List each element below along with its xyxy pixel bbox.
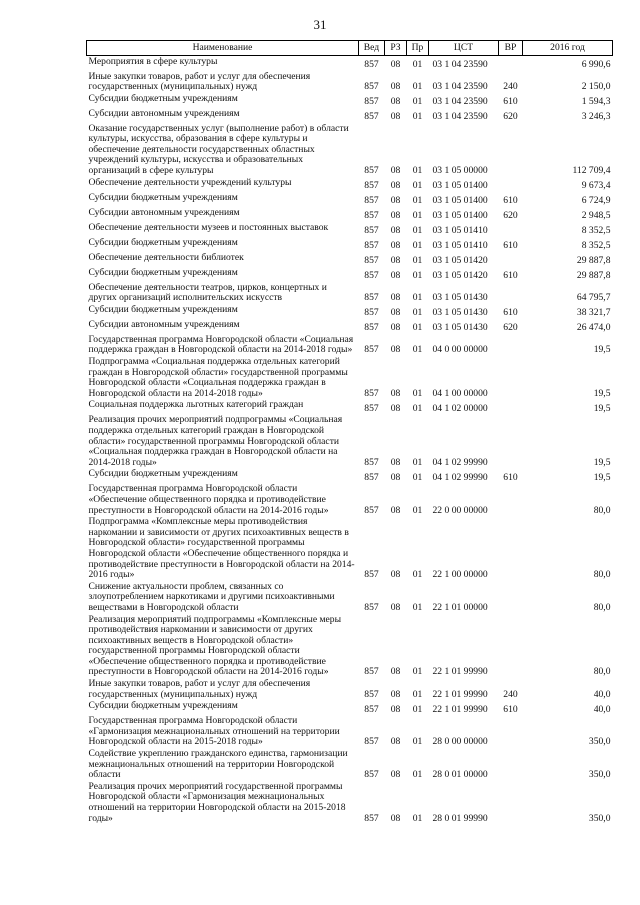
row-pr: 01	[412, 307, 423, 319]
table-row	[87, 700, 613, 715]
row-amount: 8 352,5	[581, 240, 611, 252]
row-name: Государственная программа Новгородской области «Гармонизация межнациональных отношений на территории Новгородской области на 2015-2018 годы»	[88, 715, 340, 748]
table-row	[87, 781, 613, 824]
row-name: Оказание государственных услуг (выполнение работ) в области культуры, искусства, образования в сфере культуры и обеспечение деятельности государственных областных учреждений культуры, искусства и образовательных организаций в сфере культуры	[88, 122, 349, 177]
row-amount: 350,0	[588, 812, 611, 824]
table-row	[87, 715, 613, 748]
row-amount: 38 321,7	[576, 307, 611, 319]
row-ved: 857	[364, 456, 379, 468]
row-cst: 03 1 05 00000	[432, 165, 488, 177]
table-row	[87, 108, 613, 123]
row-pr: 01	[412, 180, 423, 192]
row-cst: 04 1 02 00000	[432, 402, 488, 414]
row-vr: 240	[503, 688, 518, 700]
row-ved: 857	[364, 96, 379, 108]
row-cst: 28 0 00 00000	[432, 736, 488, 748]
row-pr: 01	[412, 387, 423, 399]
row-rz: 08	[390, 240, 401, 252]
row-vr: 610	[503, 195, 518, 207]
row-rz: 08	[390, 666, 401, 678]
row-pr: 01	[412, 225, 423, 237]
row-cst: 03 1 04 23590	[432, 96, 488, 108]
row-ved: 857	[364, 195, 379, 207]
row-cst: 03 1 05 01430	[432, 307, 488, 319]
row-vr: 240	[503, 81, 518, 93]
header-vr: ВР	[499, 41, 523, 56]
row-name: Субсидии бюджетным учреждениям	[88, 191, 238, 203]
row-vr	[499, 715, 523, 748]
row-amount: 26 474,0	[576, 322, 611, 334]
row-cst: 03 1 05 01430	[432, 292, 488, 304]
row-pr: 01	[412, 402, 423, 414]
row-rz: 08	[390, 504, 401, 516]
row-name: Субсидии бюджетным учреждениям	[88, 236, 238, 248]
row-vr: 610	[503, 307, 518, 319]
row-amount: 2 150,0	[581, 81, 611, 93]
row-ved: 857	[364, 736, 379, 748]
row-name: Реализация мероприятий подпрограммы «Комплексные меры противодействия наркомании и зависимости от других психоактивных веществ в Новгородской области» государственной программы Новгородской области «Обеспечение общественного порядка и противодействие преступности в Новгородской области на 2014-2016 годы»	[88, 613, 342, 678]
row-cst: 03 1 04 23590	[432, 111, 488, 123]
row-name: Иные закупки товаров, работ и услуг для обеспечения государственных (муниципальных) нужд	[88, 678, 311, 700]
row-name: Обеспечение деятельности библиотек	[88, 251, 244, 263]
table-row	[87, 581, 613, 614]
row-pr: 01	[412, 111, 423, 123]
row-vr: 610	[503, 471, 518, 483]
row-name: Субсидии бюджетным учреждениям	[88, 266, 238, 278]
row-rz: 08	[390, 180, 401, 192]
row-vr	[499, 356, 523, 399]
row-pr: 01	[412, 688, 423, 700]
row-amount: 64 795,7	[576, 292, 611, 304]
table-row	[87, 356, 613, 399]
row-ved: 857	[364, 292, 379, 304]
table-row	[87, 748, 613, 781]
row-pr: 01	[412, 703, 423, 715]
row-amount: 3 246,3	[581, 111, 611, 123]
row-cst: 22 1 01 99990	[432, 703, 488, 715]
row-vr: 620	[503, 322, 518, 334]
row-vr	[499, 56, 523, 71]
header-ved: Вед	[359, 41, 385, 56]
table-row	[87, 123, 613, 177]
row-pr: 01	[412, 456, 423, 468]
row-ved: 857	[364, 569, 379, 581]
page-number: 31	[313, 17, 327, 32]
table-row	[87, 614, 613, 679]
row-pr: 01	[412, 666, 423, 678]
row-rz: 08	[390, 322, 401, 334]
table-row	[87, 267, 613, 282]
row-amount: 8 352,5	[581, 225, 611, 237]
header-rz: РЗ	[385, 41, 407, 56]
row-pr: 01	[412, 255, 423, 267]
table-row	[87, 468, 613, 483]
table-row	[87, 252, 613, 267]
row-rz: 08	[390, 292, 401, 304]
row-ved: 857	[364, 703, 379, 715]
row-vr	[499, 781, 523, 824]
row-cst: 03 1 04 23590	[432, 81, 488, 93]
table-row	[87, 483, 613, 516]
row-rz: 08	[390, 307, 401, 319]
row-pr: 01	[412, 96, 423, 108]
row-cst: 03 1 04 23590	[432, 58, 488, 70]
row-pr: 01	[412, 270, 423, 282]
row-ved: 857	[364, 471, 379, 483]
row-name: Субсидии бюджетным учреждениям	[88, 468, 238, 480]
header-pr: Пр	[407, 41, 429, 56]
table-row	[87, 516, 613, 581]
row-pr: 01	[412, 322, 423, 334]
row-cst: 03 1 05 01420	[432, 255, 488, 267]
row-pr: 01	[412, 81, 423, 93]
row-cst: 03 1 05 01400	[432, 195, 488, 207]
row-rz: 08	[390, 387, 401, 399]
row-ved: 857	[364, 240, 379, 252]
row-name: Субсидии автономным учреждениям	[88, 107, 240, 119]
row-amount: 9 673,4	[581, 180, 611, 192]
row-cst: 04 1 02 99990	[432, 471, 488, 483]
row-vr	[499, 748, 523, 781]
row-rz: 08	[390, 165, 401, 177]
row-vr	[499, 282, 523, 304]
row-name: Субсидии бюджетным учреждениям	[88, 700, 238, 712]
row-rz: 08	[390, 225, 401, 237]
header-name: Наименование	[87, 41, 359, 56]
row-ved: 857	[364, 180, 379, 192]
row-vr	[499, 123, 523, 177]
budget-table	[86, 40, 613, 824]
row-amount: 1 594,3	[581, 96, 611, 108]
row-amount: 350,0	[588, 736, 611, 748]
row-ved: 857	[364, 81, 379, 93]
row-amount: 19,5	[593, 344, 611, 356]
row-vr	[499, 614, 523, 679]
row-name: Субсидии автономным учреждениям	[88, 206, 240, 218]
row-ved: 857	[364, 387, 379, 399]
table-row	[87, 334, 613, 356]
table-row	[87, 237, 613, 252]
row-vr: 610	[503, 270, 518, 282]
row-rz: 08	[390, 769, 401, 781]
table-row	[87, 399, 613, 414]
row-vr: 610	[503, 96, 518, 108]
row-name: Обеспечение деятельности театров, цирков, концертных и других организаций исполнительских искусств	[88, 281, 327, 304]
row-name: Снижение актуальности проблем, связанных со злоупотреблением наркотиками и другими психоактивными веществами в Новгородской области	[88, 580, 335, 613]
row-cst: 03 1 05 01400	[432, 180, 488, 192]
row-rz: 08	[390, 255, 401, 267]
row-vr: 610	[503, 240, 518, 252]
row-amount: 29 887,8	[576, 255, 611, 267]
row-cst: 03 1 05 01410	[432, 240, 488, 252]
row-pr: 01	[412, 58, 423, 70]
row-amount: 19,5	[593, 456, 611, 468]
row-cst: 28 0 01 99990	[432, 812, 488, 824]
row-vr: 620	[503, 111, 518, 123]
row-ved: 857	[364, 504, 379, 516]
table-body	[87, 56, 613, 825]
row-pr: 01	[412, 210, 423, 222]
row-pr: 01	[412, 165, 423, 177]
row-amount: 6 990,6	[581, 58, 611, 70]
row-ved: 857	[364, 402, 379, 414]
row-rz: 08	[390, 601, 401, 613]
row-pr: 01	[412, 736, 423, 748]
row-pr: 01	[412, 240, 423, 252]
row-name: Обеспечение деятельности учреждений культуры	[88, 176, 292, 188]
row-vr	[499, 399, 523, 414]
row-name: Государственная программа Новгородской области «Обеспечение общественного порядка и противодействие преступности в Новгородской области на 2014-2016 годы»	[88, 483, 329, 516]
table-header	[87, 41, 613, 56]
row-name: Реализация прочих мероприятий подпрограммы «Социальная поддержка отдельных категорий граждан в Новгородской области» государственной программы Новгородской области «Социальная поддержка граждан в Новгородской области на 2014-2018 годы»	[88, 414, 343, 468]
row-name: Субсидии автономным учреждениям	[88, 318, 240, 330]
row-amount: 80,0	[593, 504, 611, 516]
row-cst: 22 0 00 00000	[432, 504, 488, 516]
row-ved: 857	[364, 601, 379, 613]
row-rz: 08	[390, 569, 401, 581]
row-pr: 01	[412, 769, 423, 781]
table-row	[87, 71, 613, 93]
row-rz: 08	[390, 812, 401, 824]
table-row	[87, 282, 613, 304]
row-vr	[499, 252, 523, 267]
row-cst: 03 1 05 01400	[432, 210, 488, 222]
row-amount: 80,0	[593, 666, 611, 678]
row-ved: 857	[364, 666, 379, 678]
row-name: Реализация прочих мероприятий государственной программы Новгородской области «Гармонизация межнациональных отношений на территории Новгородской области на 2015-2018 годы»	[88, 780, 346, 824]
row-ved: 857	[364, 58, 379, 70]
row-rz: 08	[390, 96, 401, 108]
row-amount: 40,0	[593, 688, 611, 700]
row-cst: 28 0 01 00000	[432, 769, 488, 781]
row-ved: 857	[364, 769, 379, 781]
row-ved: 857	[364, 344, 379, 356]
row-cst: 03 1 05 01410	[432, 225, 488, 237]
row-cst: 03 1 05 01430	[432, 322, 488, 334]
row-rz: 08	[390, 471, 401, 483]
row-rz: 08	[390, 195, 401, 207]
row-rz: 08	[390, 111, 401, 123]
table-row	[87, 304, 613, 319]
row-vr	[499, 414, 523, 468]
row-pr: 01	[412, 292, 423, 304]
table-row	[87, 56, 613, 71]
table-row	[87, 678, 613, 700]
row-vr	[499, 581, 523, 614]
row-amount: 6 724,9	[581, 195, 611, 207]
row-name: Субсидии бюджетным учреждениям	[88, 303, 238, 315]
row-rz: 08	[390, 688, 401, 700]
row-ved: 857	[364, 255, 379, 267]
row-pr: 01	[412, 504, 423, 516]
row-vr	[499, 222, 523, 237]
table-row	[87, 93, 613, 108]
row-name: Государственная программа Новгородской области «Социальная поддержка граждан в Новгородской области на 2014-2018 годы»	[88, 333, 354, 356]
row-name: Обеспечение деятельности музеев и постоянных выставок	[88, 221, 329, 233]
row-amount: 19,5	[593, 402, 611, 414]
row-rz: 08	[390, 210, 401, 222]
row-pr: 01	[412, 344, 423, 356]
table-row	[87, 207, 613, 222]
row-name: Социальная поддержка льготных категорий граждан	[88, 399, 304, 411]
row-vr	[499, 334, 523, 356]
row-cst: 22 1 01 99990	[432, 666, 488, 678]
table-row	[87, 222, 613, 237]
row-vr: 610	[503, 703, 518, 715]
row-amount: 80,0	[593, 569, 611, 581]
header-year: 2016 год	[523, 41, 613, 56]
row-pr: 01	[412, 471, 423, 483]
row-rz: 08	[390, 344, 401, 356]
row-name: Содействие укреплению гражданского единства, гармонизации межнациональных отношений на территории Новгородской области	[88, 748, 348, 781]
row-ved: 857	[364, 270, 379, 282]
row-amount: 350,0	[588, 769, 611, 781]
row-name: Подпрограмма «Комплексные меры противодействия наркомании и зависимости от других психоактивных веществ в Новгородской области» государственной программы Новгородской области «Обеспечение общественного порядка и противодействие преступности в Новгородской области на 2014-2016 годы»	[88, 516, 355, 581]
row-cst: 22 1 01 99990	[432, 688, 488, 700]
row-pr: 01	[412, 812, 423, 824]
row-ved: 857	[364, 688, 379, 700]
row-cst: 04 1 02 99990	[432, 456, 488, 468]
row-name: Подпрограмма «Социальная поддержка отдельных категорий граждан в Новгородской области» государственной программы Новгородской области «Социальная поддержка граждан в Новгородской области на 2014-2018 годы»	[88, 356, 348, 399]
row-amount: 80,0	[593, 601, 611, 613]
row-ved: 857	[364, 812, 379, 824]
row-ved: 857	[364, 111, 379, 123]
row-ved: 857	[364, 210, 379, 222]
row-cst: 22 1 00 00000	[432, 569, 488, 581]
row-pr: 01	[412, 569, 423, 581]
table-row	[87, 414, 613, 468]
row-cst: 03 1 05 01420	[432, 270, 488, 282]
row-rz: 08	[390, 703, 401, 715]
row-amount: 29 887,8	[576, 270, 611, 282]
row-vr	[499, 177, 523, 192]
row-ved: 857	[364, 225, 379, 237]
row-amount: 112 709,4	[572, 165, 611, 177]
row-cst: 04 0 00 00000	[432, 344, 488, 356]
row-rz: 08	[390, 270, 401, 282]
row-rz: 08	[390, 81, 401, 93]
row-rz: 08	[390, 58, 401, 70]
table-row	[87, 192, 613, 207]
row-pr: 01	[412, 195, 423, 207]
row-ved: 857	[364, 322, 379, 334]
row-amount: 2 948,5	[581, 210, 611, 222]
row-rz: 08	[390, 736, 401, 748]
row-cst: 22 1 01 00000	[432, 601, 488, 613]
row-rz: 08	[390, 402, 401, 414]
row-name: Иные закупки товаров, работ и услуг для обеспечения государственных (муниципальных) нужд	[88, 70, 311, 93]
row-ved: 857	[364, 165, 379, 177]
row-rz: 08	[390, 456, 401, 468]
row-name: Мероприятия в сфере культуры	[88, 56, 218, 67]
header-cst: ЦСТ	[429, 41, 499, 56]
row-vr	[499, 516, 523, 581]
table-row	[87, 319, 613, 334]
row-amount: 19,5	[593, 471, 611, 483]
row-cst: 04 1 00 00000	[432, 387, 488, 399]
row-vr: 620	[503, 210, 518, 222]
row-vr	[499, 483, 523, 516]
row-amount: 40,0	[593, 703, 611, 715]
row-pr: 01	[412, 601, 423, 613]
table-row	[87, 177, 613, 192]
row-amount: 19,5	[593, 387, 611, 399]
row-name: Субсидии бюджетным учреждениям	[88, 92, 238, 104]
row-ved: 857	[364, 307, 379, 319]
